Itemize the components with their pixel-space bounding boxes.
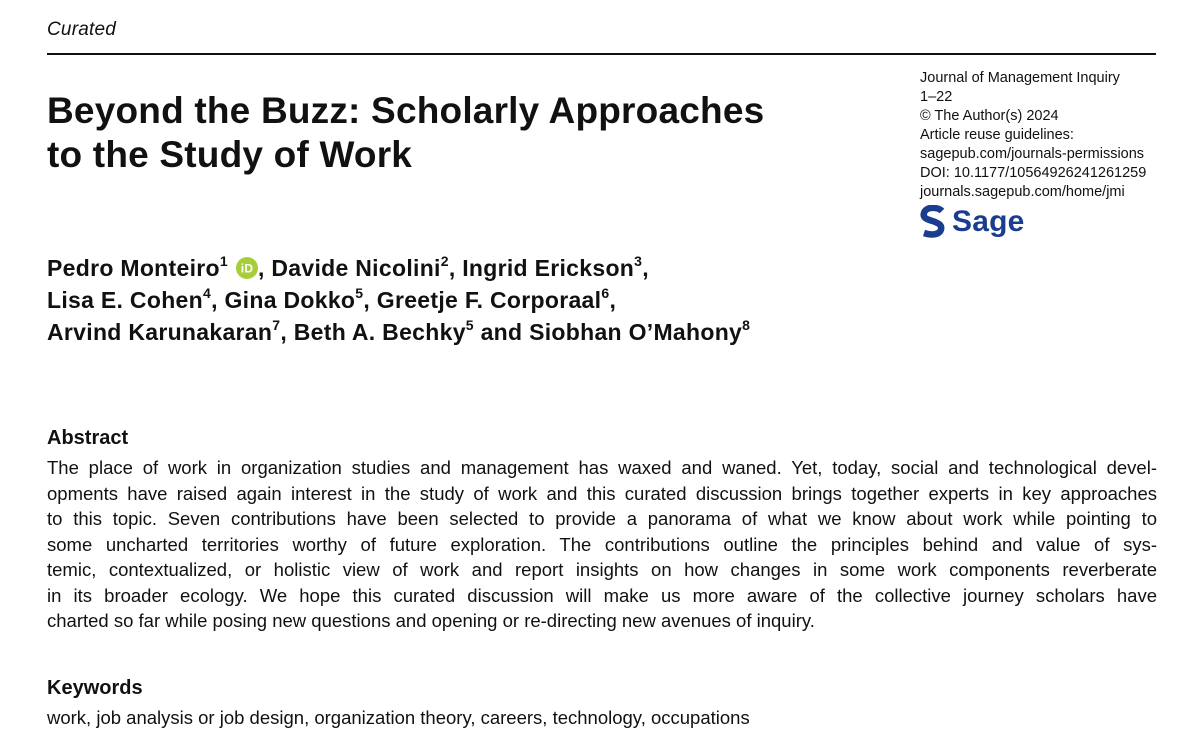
orcid-label: iD xyxy=(240,261,254,276)
doi[interactable]: DOI: 10.1177/10564926241261259 xyxy=(920,165,1147,181)
affiliation-marker: 8 xyxy=(742,317,751,334)
author-name: Lisa E. Cohen xyxy=(47,287,203,313)
abstract-line: to this topic. Seven contributions have been selected to provide a panorama of what we know about work while pointing to xyxy=(47,508,1157,529)
author-name: Pedro Monteiro xyxy=(47,255,220,281)
author-separator: , xyxy=(448,255,463,281)
author-name: Davide Nicolini xyxy=(271,255,441,281)
affiliation-marker: 5 xyxy=(355,285,364,302)
affiliation-marker: 1 xyxy=(219,253,228,270)
author-name: Ingrid Erickson xyxy=(462,255,635,281)
orcid-icon[interactable] xyxy=(236,257,258,279)
author-separator: , xyxy=(363,287,377,313)
author-name: Siobhan O’Mahony xyxy=(529,319,743,345)
journal-name: Journal of Management Inquiry xyxy=(920,70,1120,86)
abstract-heading: Abstract xyxy=(47,427,129,449)
reuse-guidelines-label: Article reuse guidelines: xyxy=(920,127,1074,143)
header-rule xyxy=(47,53,1156,55)
author-separator: , xyxy=(257,255,272,281)
keywords-heading: Keywords xyxy=(47,677,143,699)
title-line: to the Study of Work xyxy=(47,134,413,175)
abstract-line: temic, contextualized, or holistic view of work and report insights on how changes in some work components reverberate xyxy=(47,559,1157,580)
abstract-line: The place of work in organization studies and management has waxed and waned. Yet, today, social and technological devel- xyxy=(47,457,1157,478)
sage-s-icon xyxy=(920,205,946,239)
author-separator: and xyxy=(473,319,530,345)
author-name: Arvind Karunakaran xyxy=(47,319,273,345)
abstract-body xyxy=(47,455,1157,634)
author-separator: , xyxy=(211,287,225,313)
author-separator: , xyxy=(609,287,617,313)
sage-wordmark: Sage xyxy=(952,205,1025,238)
author-name: Beth A. Bechky xyxy=(293,319,466,345)
journal-info xyxy=(920,69,1180,202)
affiliation-marker: 3 xyxy=(634,253,643,270)
author-list xyxy=(47,252,947,348)
author-name: Gina Dokko xyxy=(224,287,356,313)
page-range: 1–22 xyxy=(920,89,953,105)
affiliation-marker: 5 xyxy=(465,317,474,334)
author-separator: , xyxy=(280,319,294,345)
article-title xyxy=(47,89,877,177)
author-line xyxy=(47,252,947,284)
abstract-line: opments have raised again interest in the study of work and this curated discussion brings together experts in key approaches xyxy=(47,482,1157,504)
affiliation-marker: 2 xyxy=(440,253,449,270)
author-name: Greetje F. Corporaal xyxy=(376,287,602,313)
abstract-line: in its broader ecology. We hope this curated discussion will make us more aware of the collective journey scholars have xyxy=(47,584,1157,606)
author-line xyxy=(47,284,947,316)
author-separator: , xyxy=(642,255,649,281)
keywords-list: work, job analysis or job design, organization theory, careers, technology, occupations xyxy=(47,707,750,728)
section-label: Curated xyxy=(47,19,116,40)
affiliation-marker: 6 xyxy=(601,285,610,302)
abstract-line: some uncharted territories worthy of future exploration. The contributions outline the principles behind and value of sys- xyxy=(47,533,1157,555)
journal-home-link[interactable]: journals.sagepub.com/home/jmi xyxy=(920,184,1125,200)
affiliation-marker: 4 xyxy=(202,285,212,302)
affiliation-marker: 7 xyxy=(272,317,281,334)
copyright: © The Author(s) 2024 xyxy=(920,108,1059,124)
sage-logo[interactable] xyxy=(920,204,1025,240)
title-line: Beyond the Buzz: Scholarly Approaches xyxy=(47,90,765,131)
abstract-line: charted so far while posing new questions and opening or re-directing new avenues of inquiry. xyxy=(47,610,815,631)
author-line xyxy=(47,316,947,348)
permissions-link[interactable]: sagepub.com/journals-permissions xyxy=(920,146,1145,162)
